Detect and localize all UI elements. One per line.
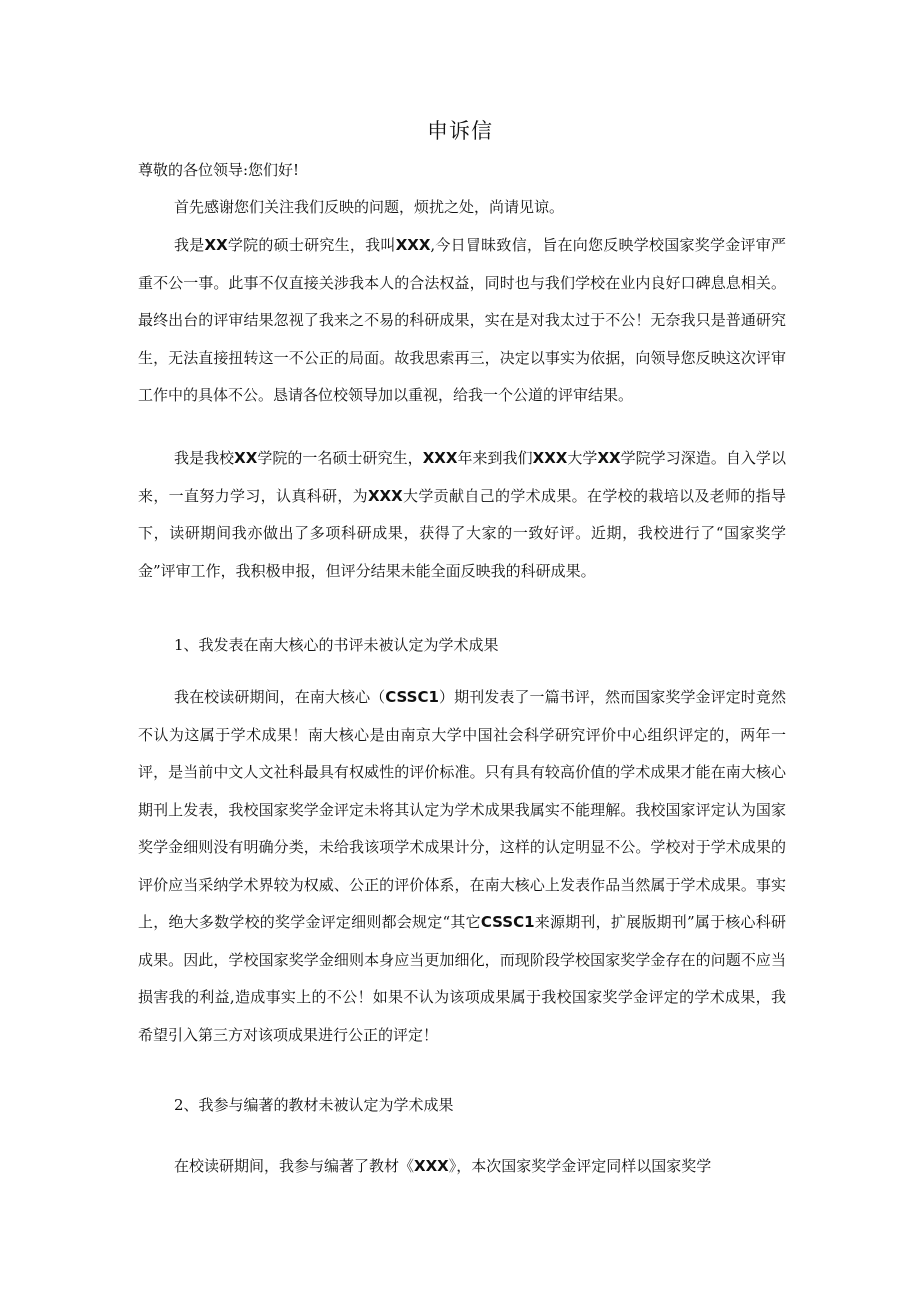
paragraph-background: 我是我校XX学院的一名硕士研究生，XXX年来到我们XXX大学XX学院学习深造。自入学以来，一直努力学习，认真科研，为XXX大学贡献自己的学术成果。在学校的栽培以及老师的指导下，读研期间我亦做出了多项科研成果，获得了大家的一致好评。近期，我校进行了“国家奖学金”评审工作，我积极申报，但评分结果未能全面反映我的科研成果。 — [138, 449, 786, 580]
paragraph-intro: 首先感谢您们关注我们反映的问题，烦扰之处，尚请见谅。 — [174, 198, 565, 216]
section-heading-2: 2、我参与编著的教材未被认定为学术成果 — [174, 1096, 454, 1114]
paragraph-section-1: 我在校读研期间，在南大核心（CSSC1）期刊发表了一篇书评，然而国家奖学金评定时竟然不认为这属于学术成果！南大核心是由南京大学中国社会科学研究评价中心组织评定的，两年一评，是当前中文人文社科最具有权威性的评价标准。只有具有较高价值的学术成果才能在南大核心期刊上发表，我校国家奖学金评定未将其认定为学术成果我属实不能理解。我校国家评定认为国家奖学金细则没有明确分类，未给我该项学术成果计分，这样的认定明显不公。学校对于学术成果的评价应当采纳学术界较为权威、公正的评价体系，在南大核心上发表作品当然属于学术成果。事实上，绝大多数学校的奖学金评定细则都会规定“其它CSSC1来源期刊，扩展版期刊”属于核心科研成果。因此，学校国家奖学金细则本身应当更加细化，而现阶段学校国家奖学金存在的问题不应当损害我的利益,造成事实上的不公！如果不认为该项成果属于我校国家奖学金评定的学术成果，我希望引入第三方对该项成果进行公正的评定！ — [138, 688, 787, 1044]
paragraph-purpose: 我是XX学院的硕士研究生，我叫XXX,今日冒昧致信，旨在向您反映学校国家奖学金评审严重不公一事。此事不仅直接关涉我本人的合法权益，同时也与我们学校在业内良好口碑息息相关。最终出台的评审结果忽视了我来之不易的科研成果，实在是对我太过于不公！无奈我只是普通研究生，无法直接扭转这一不公正的局面。故我思索再三，决定以事实为依据，向领导您反映这次评审工作中的具体不公。恳请各位校领导加以重视，给我一个公道的评审结果。 — [138, 236, 786, 404]
section-heading-1: 1、我发表在南大核心的书评未被认定为学术成果 — [174, 636, 499, 654]
paragraph-section-2: 在校读研期间，我参与编著了教材《XXX》，本次国家奖学金评定同样以国家奖学 — [174, 1157, 712, 1175]
document-title: 申诉信 — [427, 119, 493, 143]
greeting-line: 尊敬的各位领导:您们好! — [138, 161, 300, 179]
